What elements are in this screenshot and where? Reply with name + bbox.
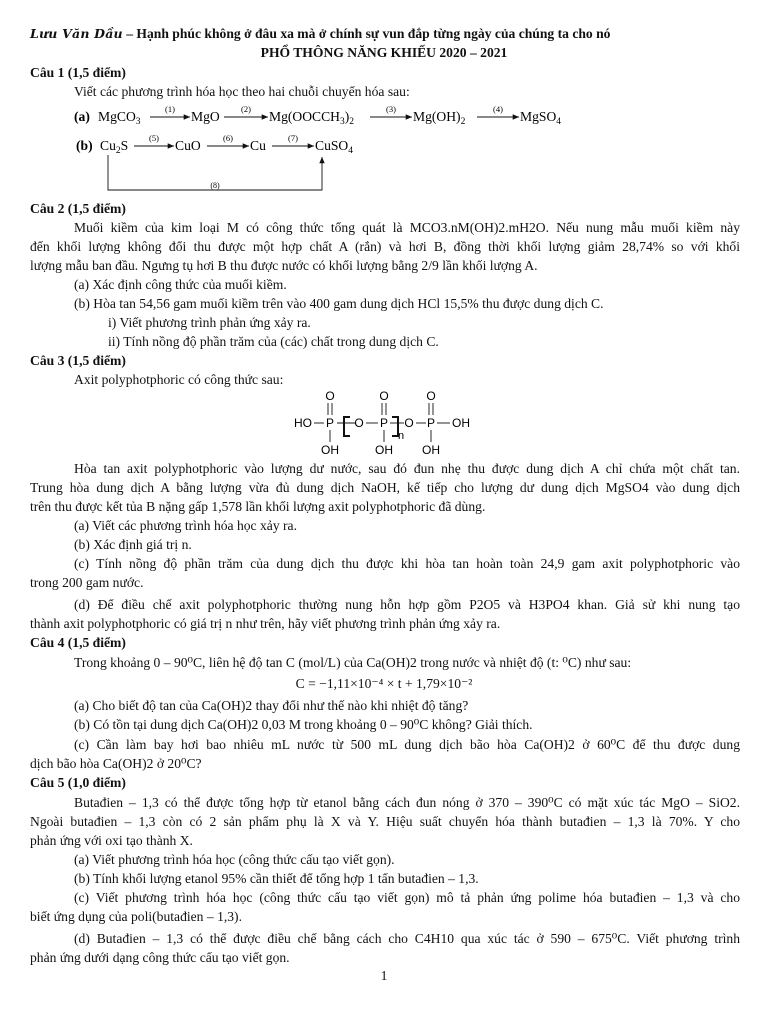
struct-ho: HO (294, 416, 312, 430)
q3-part-c-2: trong 200 gam nước. (30, 575, 144, 590)
struct-p-2: P (379, 416, 389, 430)
chain-b-species-4: CuSO$_4$ (315, 138, 353, 156)
q4-formula: C = −1,11×10⁻⁴ × t + 1,79×10⁻² (295, 676, 473, 691)
q2-part-a: (a) Xác định công thức của muối kiềm. (74, 277, 287, 292)
struct-oh-right: OH (452, 416, 470, 430)
q4-part-a: (a) Cho biết độ tan của Ca(OH)2 thay đổi như thế nào khi nhiệt độ tăng? (74, 698, 469, 713)
q3-part-c-1: (c) Tính nồng độ phần trăm của dung dịch thu được khi hòa tan hoàn toàn 24,9 gam axit polyphotphoric vào (74, 556, 740, 571)
chain-b-arrow-label-6: (6) (223, 133, 233, 143)
struct-o-top-1: O (325, 389, 335, 403)
q5-line-3: phản ứng với oxi tạo thành X. (30, 833, 193, 848)
q1-reaction-chains (0, 100, 768, 195)
q2-line-1: Muối kiềm của kim loại M có công thức tổng quát là MCO3.nM(OH)2.mH2O. Nếu nung mẫu muối kiềm này (74, 220, 740, 235)
q2-part-b-ii: ii) Tính nồng độ phần trăm của (các) chất trong dung dịch C. (108, 334, 439, 349)
q4-heading: Câu 4 (1,5 điểm) (30, 635, 126, 650)
q5-part-c-1: (c) Viết phương trình hóa học (công thức cấu tạo viết gọn) mô tả phản ứng polime hóa butađien – 1,3 và cho (74, 890, 740, 905)
struct-o-top-2: O (379, 389, 389, 403)
chain-a-species-3: $Mg(OOCCH_3)_2$ (269, 109, 355, 127)
page-title: PHỔ THÔNG NĂNG KHIẾU 2020 – 2021 (260, 45, 508, 60)
motto: – Hạnh phúc không ở đâu xa mà ở chính sự vun đắp từng ngày của chúng ta cho nó (126, 26, 611, 41)
struct-o-top-3: O (426, 389, 436, 403)
struct-o-mid-1: O (354, 416, 364, 430)
q2-line-3: lượng mẫu ban đầu. Ngưng tụ hơi B thu được nước có khối lượng bằng 2/9 lần khối lượng A. (30, 258, 538, 273)
q3-part-d-1: (d) Để điều chế axit polyphotphoric thường nung hỗn hợp gồm P2O5 và H3PO4 khan. Giả sử khi nung tạo (74, 597, 740, 612)
q5-part-c-2: biết ứng dụng của poli(butađien – 1,3). (30, 909, 242, 924)
chain-b-arrow-label-8: (8) (210, 181, 220, 190)
chain-b-arrow-label-5: (5) (149, 133, 159, 143)
q3-line-3: trên thu được kết tủa B nặng gấp 1,578 lần khối lượng axit polyphotphoric đã dùng. (30, 499, 486, 514)
chain-a-species-1: MgCO$_3$ (98, 109, 141, 127)
q5-line-2: Ngoài butađien – 1,3 còn có 2 sản phẩm phụ là X và Y. Hiệu suất chuyển hóa thành butađien – 1,3 là 70%. Y cho (30, 814, 740, 829)
chain-b-species-2: CuO (175, 138, 201, 153)
q5-part-a: (a) Viết phương trình hóa học (công thức cấu tạo viết gọn). (74, 852, 395, 867)
chain-a-species-5: MgSO$_4$ (520, 109, 562, 127)
q5-part-d-1: (d) Butađien – 1,3 có thể được điều chế bằng cách cho C4H10 qua xúc tác ở 590 – 675⁰C. Viết phương trình (74, 931, 740, 946)
chain-b-label: (b) (76, 138, 93, 153)
chain-a-species-4: $Mg(OH)_2$ (413, 109, 466, 127)
q3-line-1: Hòa tan axit polyphotphoric vào lượng dư nước, sau đó đun nhẹ thu được dung dịch A chỉ chứa một chất tan. (74, 461, 740, 476)
struct-oh-bottom-1: OH (321, 443, 339, 457)
q4-part-c-2: dịch bão hòa Ca(OH)2 ở 20⁰C? (30, 756, 202, 771)
chain-a-arrow-label-2: (2) (241, 104, 251, 114)
q5-heading: Câu 5 (1,0 điểm) (30, 775, 126, 790)
q3-part-d-2: thành axit polyphotphoric có giá trị n như trên, hãy viết phương trình phản ứng xảy ra. (30, 616, 501, 631)
struct-o-mid-2: O (404, 416, 414, 430)
q4-part-b: (b) Có tồn tại dung dịch Ca(OH)2 0,03 M trong khoảng 0 – 90⁰C không? Giải thích. (74, 717, 533, 732)
chain-a-species-2: MgO (191, 109, 220, 124)
polyphosphoric-structure (280, 388, 490, 460)
chain-b-species-3: Cu (250, 138, 266, 153)
chain-b-species-1: $Cu_2S$ (100, 138, 129, 156)
q5-part-b: (b) Tính khối lượng etanol 95% cần thiết để tổng hợp 1 tấn butađien – 1,3. (74, 871, 479, 886)
q3-part-a: (a) Viết các phương trình hóa học xảy ra. (74, 518, 297, 533)
q5-line-1: Butađien – 1,3 có thể được tổng hợp từ etanol bằng cách đun nóng ở 370 – 390⁰C có mặt xúc tác MgO – SiO2. (74, 795, 740, 810)
q4-part-c-1: (c) Cần làm bay hơi bao nhiêu mL nước từ 500 mL dung dịch bão hòa Ca(OH)2 ở 60⁰C để thu được dung (74, 737, 740, 752)
struct-n: n (398, 430, 405, 442)
q4-intro: Trong khoảng 0 – 90⁰C, liên hệ độ tan C (mol/L) của Ca(OH)2 trong nước và nhiệt độ (t: ⁰C) như sau: (74, 655, 632, 670)
struct-p-1: P (325, 416, 335, 430)
chain-a-arrow-label-1: (1) (165, 104, 175, 114)
struct-oh-bottom-2: OH (375, 443, 393, 457)
chain-a-label: (a) (74, 109, 90, 124)
q1-heading: Câu 1 (1,5 điểm) (30, 65, 126, 80)
struct-oh-bottom-3: OH (422, 443, 440, 457)
header-line (30, 24, 740, 43)
struct-p-3: P (426, 416, 436, 430)
q3-intro: Axit polyphotphoric có công thức sau: (74, 372, 284, 387)
author-signature: Lưu Văn Dầu (30, 26, 123, 41)
chain-a-arrow-label-3: (3) (386, 104, 396, 114)
q3-part-b: (b) Xác định giá trị n. (74, 537, 192, 552)
q2-part-b: (b) Hòa tan 54,56 gam muối kiềm trên vào 400 gam dung dịch HCl 15,5% thu được dung dịch C. (74, 296, 604, 311)
q3-line-2: Trung hòa dung dịch A bằng lượng vừa đủ dung dịch NaOH, kế tiếp cho lượng dư dung dịch MgSO4 vào dung dịch (30, 480, 740, 495)
q2-heading: Câu 2 (1,5 điểm) (30, 201, 126, 216)
q2-line-2: đến khối lượng không đổi thu được một hợp chất A (rắn) và hơi B, đồng thời khối lượng giảm 28,74% so với khối (30, 239, 740, 254)
struct-bracket-left (344, 417, 350, 436)
q2-part-b-i: i) Viết phương trình phản ứng xảy ra. (108, 315, 311, 330)
q1-intro: Viết các phương trình hóa học theo hai chuỗi chuyển hóa sau: (74, 84, 410, 99)
chain-a-arrow-label-4: (4) (493, 104, 503, 114)
chain-b-arrow-label-7: (7) (288, 133, 298, 143)
page-number: 1 (380, 968, 388, 983)
q3-heading: Câu 3 (1,5 điểm) (30, 353, 126, 368)
q5-part-d-2: phản ứng dưới dạng công thức cấu tạo viết gọn. (30, 950, 290, 965)
